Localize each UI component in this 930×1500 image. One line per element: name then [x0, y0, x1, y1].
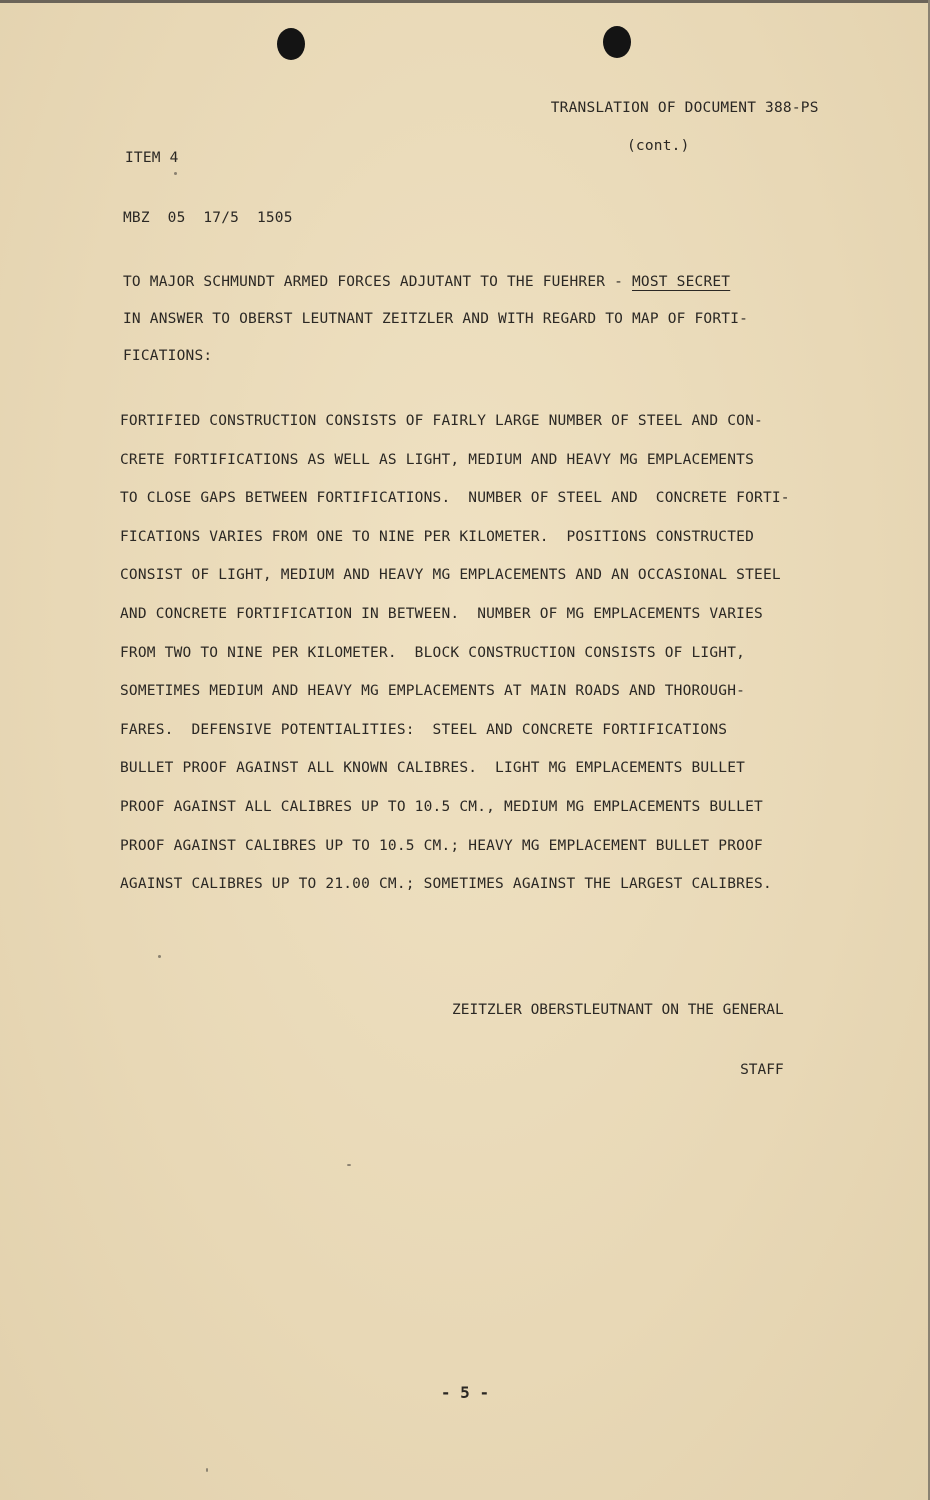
paper-speck: [206, 1468, 208, 1472]
body-line: PROOF AGAINST ALL CALIBRES UP TO 10.5 CM., MEDIUM MG EMPLACEMENTS BULLET: [120, 798, 763, 815]
body-line: FICATIONS VARIES FROM ONE TO NINE PER KILOMETER. POSITIONS CONSTRUCTED: [120, 528, 755, 545]
page-top-edge: [0, 0, 930, 3]
paper-speck: [174, 172, 177, 175]
body-line: BULLET PROOF AGAINST ALL KNOWN CALIBRES. LIGHT MG EMPLACEMENTS BULLET: [120, 760, 746, 777]
body-line: TO CLOSE GAPS BETWEEN FORTIFICATIONS. NUMBER OF STEEL AND CONCRETE FORTI-: [120, 490, 790, 507]
message-reference: MBZ 05 17/5 1505: [123, 210, 293, 226]
body-line: FORTIFIED CONSTRUCTION CONSISTS OF FAIRLY LARGE NUMBER OF STEEL AND CON-: [120, 413, 763, 429]
body-paragraph: [120, 402, 790, 904]
address-line-2: IN ANSWER TO OBERST LEUTNANT ZEITZLER AND WITH REGARD TO MAP OF FORTI-: [123, 311, 749, 327]
body-line: CRETE FORTIFICATIONS AS WELL AS LIGHT, MEDIUM AND HEAVY MG EMPLACEMENTS: [120, 451, 755, 468]
body-line: CONSIST OF LIGHT, MEDIUM AND HEAVY MG EMPLACEMENTS AND AN OCCASIONAL STEEL: [120, 567, 781, 584]
page-number: - 5 -: [440, 1383, 490, 1402]
body-line: AND CONCRETE FORTIFICATION IN BETWEEN. NUMBER OF MG EMPLACEMENTS VARIES: [120, 605, 763, 622]
address-line-3: FICATIONS:: [123, 348, 213, 364]
paper-speck: [347, 1164, 351, 1166]
address-line-1: [123, 274, 730, 290]
body-line: SOMETIMES MEDIUM AND HEAVY MG EMPLACEMENTS AT MAIN ROADS AND THOROUGH-: [120, 683, 746, 700]
header-continuation: (cont.): [627, 138, 690, 154]
item-label: ITEM 4: [125, 150, 179, 166]
punch-hole-right: [603, 26, 631, 58]
signature-block: [452, 960, 784, 1120]
body-line: AGAINST CALIBRES UP TO 21.00 CM.; SOMETIMES AGAINST THE LARGEST CALIBRES.: [120, 876, 772, 893]
body-line: FROM TWO TO NINE PER KILOMETER. BLOCK CONSTRUCTION CONSISTS OF LIGHT,: [120, 644, 746, 661]
address-recipient: TO MAJOR SCHMUNDT ARMED FORCES ADJUTANT TO THE FUEHRER -: [123, 274, 632, 290]
address-paragraph: [123, 264, 748, 375]
body-line: FARES. DEFENSIVE POTENTIALITIES: STEEL AND CONCRETE FORTIFICATIONS: [120, 721, 728, 738]
signature-line-2: STAFF: [740, 1062, 784, 1078]
document-header: [515, 80, 819, 194]
header-title: TRANSLATION OF DOCUMENT 388-PS: [550, 100, 819, 116]
paper-speck: [158, 955, 161, 958]
signature-line-1: ZEITZLER OBERSTLEUTNANT ON THE GENERAL: [452, 1002, 784, 1018]
punch-hole-left: [277, 28, 305, 60]
body-line: PROOF AGAINST CALIBRES UP TO 10.5 CM.; HEAVY MG EMPLACEMENT BULLET PROOF: [120, 837, 763, 854]
classification-most-secret: MOST SECRET: [632, 274, 731, 290]
